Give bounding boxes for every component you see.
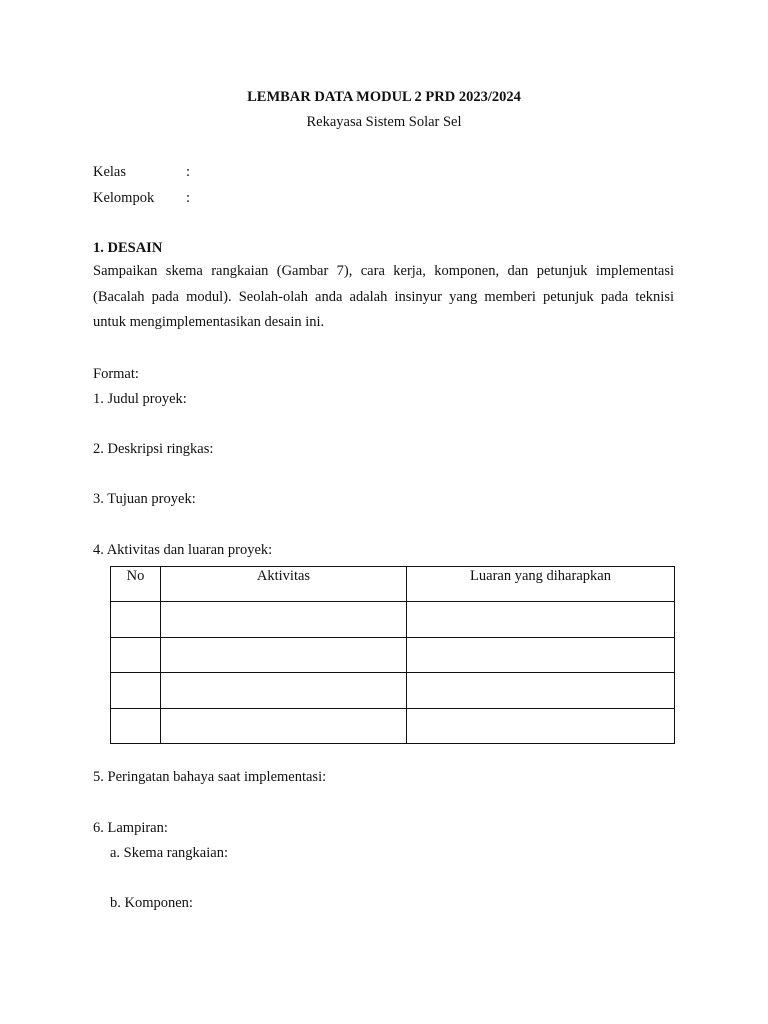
table-cell[interactable] (161, 708, 407, 744)
kelompok-colon: : (186, 190, 191, 206)
kelompok-label: Kelompok (93, 190, 155, 206)
kelas-colon: : (186, 164, 191, 180)
format-item-tujuan: 3. Tujuan proyek: (93, 491, 196, 507)
format-item-aktivitas: 4. Aktivitas dan luaran proyek: (93, 542, 273, 558)
table-header-aktivitas: Aktivitas (161, 567, 407, 602)
table-header-luaran: Luaran yang diharapkan (407, 567, 675, 602)
format-item-judul: 1. Judul proyek: (93, 391, 187, 407)
table-row (111, 602, 675, 638)
lampiran-skema: a. Skema rangkaian: (110, 845, 228, 861)
format-item-peringatan: 5. Peringatan bahaya saat implementasi: (93, 769, 327, 785)
format-label: Format: (93, 366, 139, 382)
format-item-lampiran: 6. Lampiran: (93, 820, 168, 836)
section-heading-desain: 1. DESAIN (93, 240, 163, 256)
lampiran-komponen: b. Komponen: (110, 895, 193, 911)
table-cell[interactable] (407, 637, 675, 673)
activity-table (110, 566, 675, 744)
kelas-label: Kelas (93, 164, 127, 180)
table-cell[interactable] (111, 708, 161, 744)
table-row (111, 637, 675, 673)
table-row (111, 708, 675, 744)
table-row (111, 673, 675, 709)
paragraph-line: Sampaikan skema rangkaian (Gambar 7), cara kerja, komponen, dan petunjuk implementasi (93, 263, 674, 279)
table-cell[interactable] (407, 673, 675, 709)
table-cell[interactable] (407, 602, 675, 638)
paragraph-line: untuk mengimplementasikan desain ini. (93, 314, 325, 330)
table-header-row (111, 567, 675, 602)
paragraph-line: (Bacalah pada modul). Seolah-olah anda adalah insinyur yang memberi petunjuk pada teknisi (93, 288, 674, 305)
table-cell[interactable] (407, 708, 675, 744)
document-title: LEMBAR DATA MODUL 2 PRD 2023/2024 (247, 89, 521, 105)
format-item-deskripsi: 2. Deskripsi ringkas: (93, 441, 214, 457)
table-cell[interactable] (111, 673, 161, 709)
table-cell[interactable] (161, 602, 407, 638)
document-subtitle: Rekayasa Sistem Solar Sel (306, 114, 462, 130)
table-cell[interactable] (111, 602, 161, 638)
table-cell[interactable] (161, 637, 407, 673)
table-cell[interactable] (111, 637, 161, 673)
table-cell[interactable] (161, 673, 407, 709)
table-header-no: No (111, 567, 161, 602)
section-paragraph (93, 259, 674, 336)
